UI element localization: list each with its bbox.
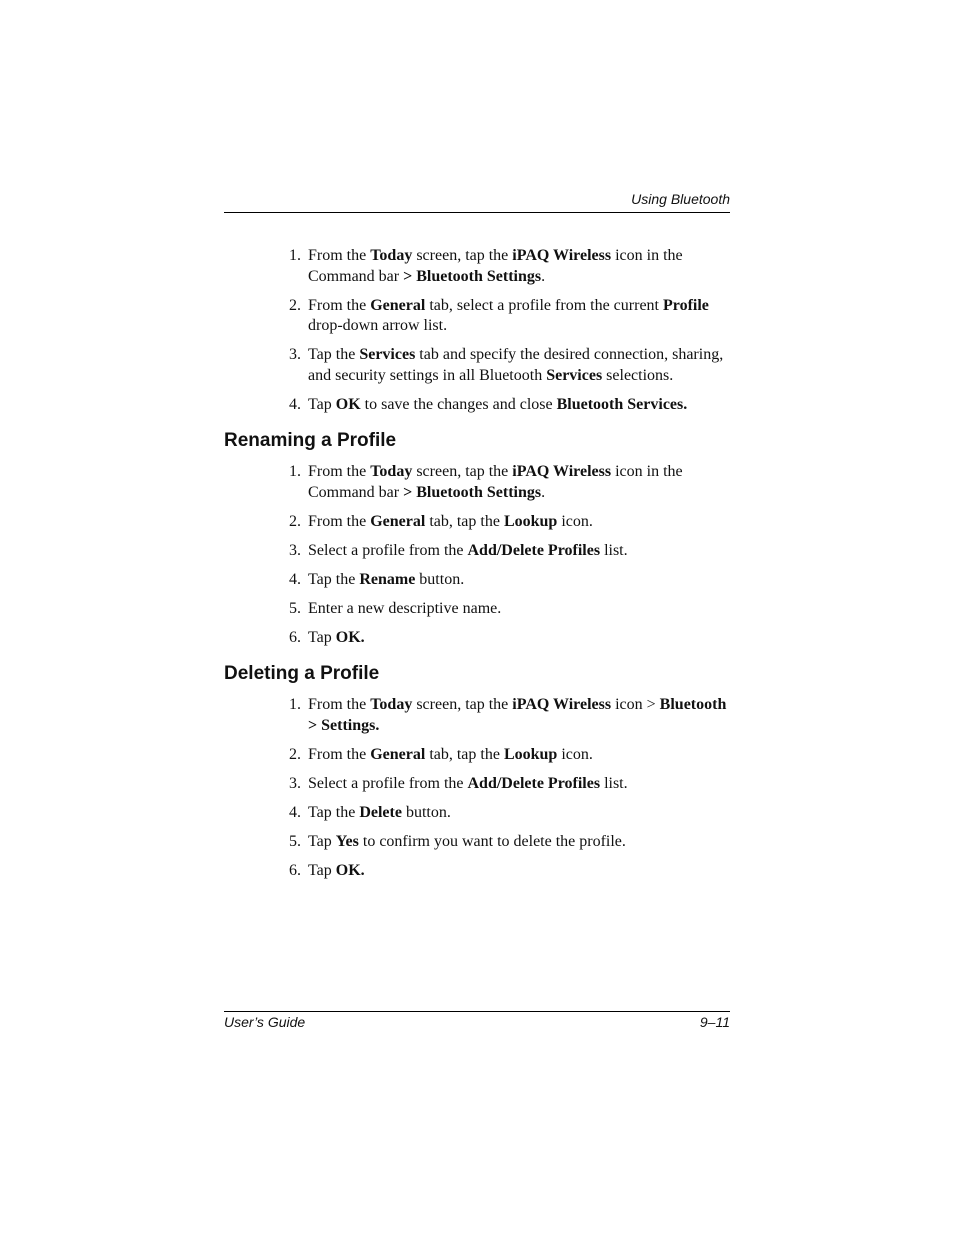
step-text: screen, tap the	[412, 247, 513, 264]
bold-term: Bluetooth > Settings.	[308, 696, 727, 734]
list-item	[224, 774, 730, 795]
bold-term: Lookup	[503, 745, 558, 763]
step-number: 4.	[289, 803, 301, 821]
bold-term: OK.	[335, 861, 365, 879]
step-text: Tap	[308, 628, 336, 646]
step-text: tab, tap the	[425, 512, 504, 530]
list-item	[224, 512, 730, 533]
list-item	[224, 695, 730, 736]
step-number: 3.	[289, 774, 301, 792]
step-text: From the	[308, 296, 371, 314]
list-item	[224, 599, 730, 620]
renaming-steps-list	[224, 462, 730, 648]
deleting-steps-list	[224, 695, 730, 881]
bold-term: Yes	[335, 832, 359, 850]
step-text: Tap the	[308, 803, 360, 821]
step-text: list.	[600, 774, 628, 792]
step-number: 4.	[289, 570, 301, 588]
list-item	[224, 570, 730, 591]
bold-term: OK	[335, 395, 361, 413]
step-text: Enter a new descriptive name.	[308, 599, 502, 617]
step-text: screen, tap the	[412, 463, 513, 480]
bold-term: iPAQ Wireless	[512, 696, 612, 713]
page-content	[224, 246, 730, 890]
list-item	[224, 345, 730, 386]
step-number: 1.	[289, 463, 301, 480]
bold-term: Add/Delete Profiles	[467, 541, 601, 559]
bold-term: General	[370, 512, 426, 530]
step-text: Select a profile from the	[308, 774, 468, 792]
step-text: tab, tap the	[425, 745, 504, 763]
step-text: Tap the	[308, 570, 360, 588]
step-text: Tap	[308, 395, 336, 413]
step-number: 2.	[289, 745, 301, 763]
bold-term: > Bluetooth Settings	[403, 483, 542, 501]
step-text: icon in the Command bar	[308, 463, 683, 501]
step-number: 1.	[289, 247, 301, 264]
step-number: 4.	[289, 395, 301, 413]
step-number: 2.	[289, 296, 301, 314]
step-number: 3.	[289, 346, 301, 363]
step-text: tab, select a profile from the current	[425, 296, 663, 314]
bold-term: Delete	[359, 803, 402, 821]
bold-term: Services	[546, 366, 603, 384]
bold-term: > Bluetooth Settings	[403, 267, 542, 285]
renaming-heading: Renaming a Profile	[224, 430, 397, 451]
step-text: Tap	[308, 832, 336, 850]
header-rule	[224, 212, 730, 213]
list-item	[224, 745, 730, 766]
bold-term: Services	[359, 346, 416, 363]
bold-term: Profile	[662, 296, 709, 314]
step-text: From the	[308, 463, 371, 480]
step-text: Tap	[308, 861, 336, 879]
bold-term: iPAQ Wireless	[512, 247, 612, 264]
step-text: drop-down arrow list.	[308, 317, 448, 334]
step-text: .	[541, 483, 546, 501]
footer-guide-title: User’s Guide	[224, 1014, 306, 1030]
bold-term: Today	[370, 696, 413, 713]
step-text: tab and specify the desired connection, sharing, and security settings in all Bluetooth	[308, 346, 724, 384]
bold-term: OK.	[335, 628, 365, 646]
list-item	[224, 861, 730, 882]
step-text: From the	[308, 745, 371, 763]
list-item	[224, 296, 730, 337]
bold-term: Today	[370, 463, 413, 480]
list-item	[224, 628, 730, 649]
step-text: icon.	[557, 512, 593, 530]
step-text: list.	[600, 541, 628, 559]
bold-term: iPAQ Wireless	[512, 463, 612, 480]
list-item	[224, 832, 730, 853]
page-number: 9–11	[699, 1014, 730, 1030]
list-item	[224, 246, 730, 287]
step-text: From the	[308, 696, 371, 713]
step-text: screen, tap the	[412, 696, 513, 713]
step-number: 5.	[289, 832, 301, 850]
step-text: From the	[308, 247, 371, 264]
step-text: icon >	[611, 696, 660, 713]
step-text: to save the changes and close	[360, 395, 557, 413]
bold-term: Add/Delete Profiles	[467, 774, 601, 792]
list-item	[224, 462, 730, 503]
step-text: button.	[415, 570, 465, 588]
bold-term: Today	[370, 247, 413, 264]
step-number: 6.	[289, 861, 301, 879]
list-item	[224, 803, 730, 824]
step-text: to confirm you want to delete the profile.	[358, 832, 626, 850]
bold-term: Lookup	[503, 512, 558, 530]
deleting-heading: Deleting a Profile	[224, 663, 380, 684]
bold-term: General	[370, 745, 426, 763]
step-number: 2.	[289, 512, 301, 530]
step-number: 3.	[289, 541, 301, 559]
step-number: 6.	[289, 628, 301, 646]
footer-rule	[224, 1011, 730, 1012]
step-text: Tap the	[308, 346, 360, 363]
step-text: Select a profile from the	[308, 541, 468, 559]
step-text: From the	[308, 512, 371, 530]
running-header: Using Bluetooth	[631, 191, 730, 207]
step-text: icon.	[557, 745, 593, 763]
bold-term: General	[370, 296, 426, 314]
step-number: 5.	[289, 599, 301, 617]
step-text: button.	[401, 803, 451, 821]
step-text: selections.	[602, 366, 674, 384]
bold-term: Bluetooth Services.	[556, 395, 688, 413]
bold-term: Rename	[359, 570, 416, 588]
list-item	[224, 395, 730, 416]
list-item	[224, 541, 730, 562]
step-text: .	[541, 267, 546, 285]
intro-steps-list	[224, 246, 730, 415]
step-number: 1.	[289, 696, 301, 713]
step-text: icon in the Command bar	[308, 247, 683, 285]
